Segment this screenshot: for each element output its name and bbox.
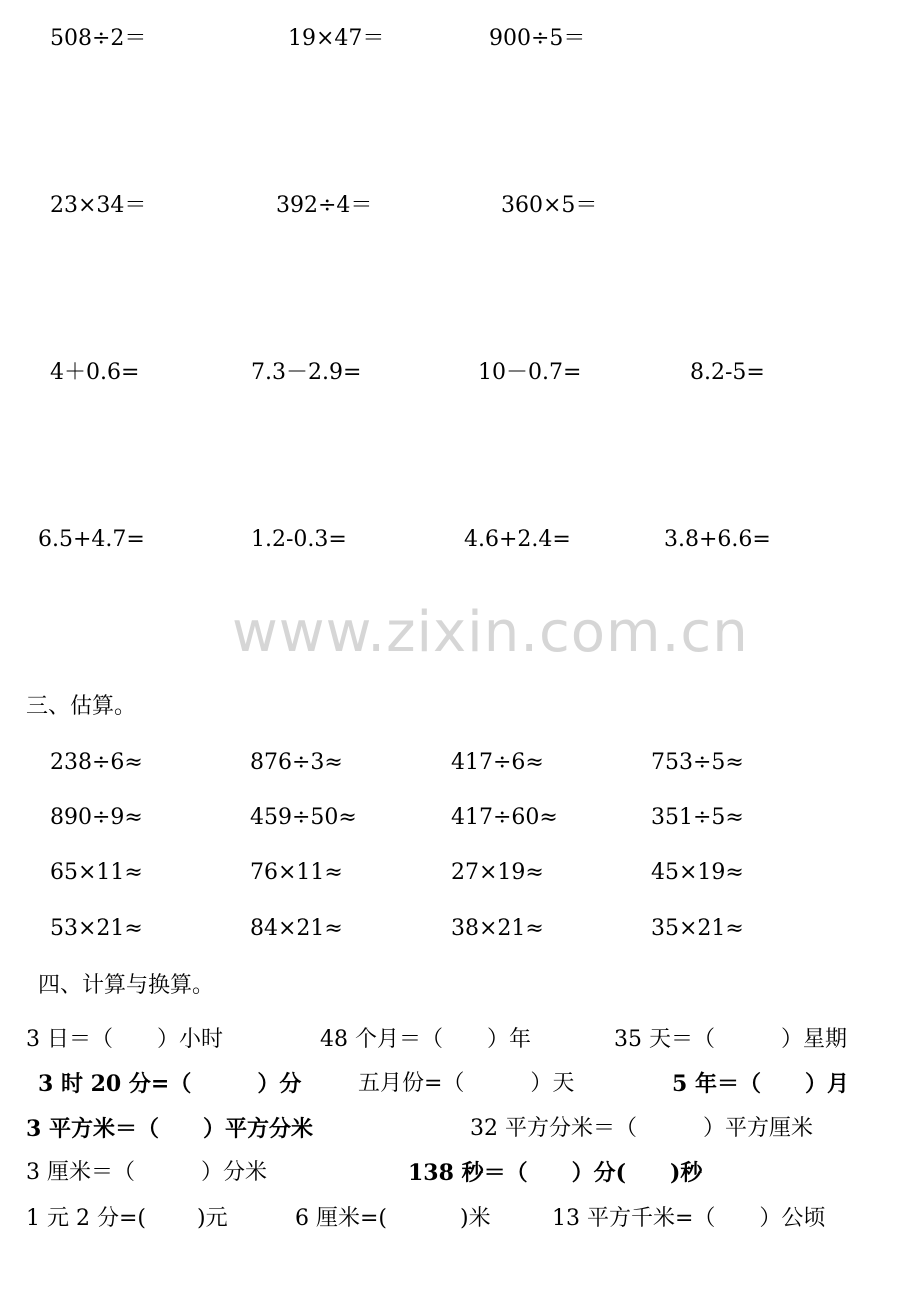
expression: 3.8+6.6= (664, 527, 771, 552)
estimation-item: 890÷9≈ (50, 805, 143, 830)
expression: 392÷4＝ (276, 193, 373, 218)
expression: 508÷2＝ (50, 26, 147, 51)
conversion-item: 5 年＝（ ）月 (672, 1071, 849, 1097)
expression: 10－0.7= (478, 360, 582, 385)
expression: 900÷5＝ (489, 26, 586, 51)
expression: 4.6+2.4= (464, 527, 571, 552)
estimation-item: 35×21≈ (651, 916, 744, 941)
estimation-item: 38×21≈ (451, 916, 544, 941)
expression: 8.2-5= (690, 360, 765, 385)
estimation-item: 65×11≈ (50, 860, 143, 885)
estimation-item: 76×11≈ (250, 860, 343, 885)
expression: 6.5+4.7= (38, 527, 145, 552)
estimation-item: 417÷6≈ (451, 750, 544, 775)
conversion-item: 五月份=（ ）天 (358, 1071, 575, 1096)
estimation-item: 417÷60≈ (451, 805, 558, 830)
estimation-item: 45×19≈ (651, 860, 744, 885)
estimation-item: 84×21≈ (250, 916, 343, 941)
expression: 19×47＝ (288, 26, 385, 51)
expression: 4＋0.6= (50, 360, 140, 385)
conversion-item: 138 秒＝（ ）分( )秒 (408, 1160, 703, 1186)
conversion-item: 6 厘米=( )米 (295, 1206, 491, 1231)
expression: 23×34＝ (50, 193, 147, 218)
estimation-item: 351÷5≈ (651, 805, 744, 830)
section-title-conversion: 四、计算与换算。 (38, 973, 215, 998)
estimation-item: 53×21≈ (50, 916, 143, 941)
watermark: www.zixin.com.cn (232, 600, 749, 665)
conversion-item: 3 厘米＝（ ）分米 (26, 1160, 267, 1185)
conversion-item: 1 元 2 分=( )元 (26, 1206, 228, 1231)
conversion-item: 35 天＝（ ）星期 (614, 1027, 847, 1052)
estimation-item: 753÷5≈ (651, 750, 744, 775)
conversion-item: 48 个月＝（ ）年 (320, 1027, 531, 1052)
expression: 360×5＝ (501, 193, 598, 218)
estimation-item: 876÷3≈ (250, 750, 343, 775)
conversion-item: 3 时 20 分=（ ）分 (38, 1071, 302, 1097)
expression: 1.2-0.3= (251, 527, 347, 552)
estimation-item: 27×19≈ (451, 860, 544, 885)
estimation-item: 238÷6≈ (50, 750, 143, 775)
conversion-item: 32 平方分米＝（ ）平方厘米 (470, 1116, 813, 1141)
conversion-item: 3 日＝（ ）小时 (26, 1027, 223, 1052)
conversion-item: 3 平方米＝（ ）平方分米 (26, 1116, 313, 1142)
section-title-estimation: 三、估算。 (26, 694, 137, 719)
estimation-item: 459÷50≈ (250, 805, 357, 830)
expression: 7.3－2.9= (251, 360, 362, 385)
conversion-item: 13 平方千米=（ ）公顷 (552, 1206, 826, 1231)
